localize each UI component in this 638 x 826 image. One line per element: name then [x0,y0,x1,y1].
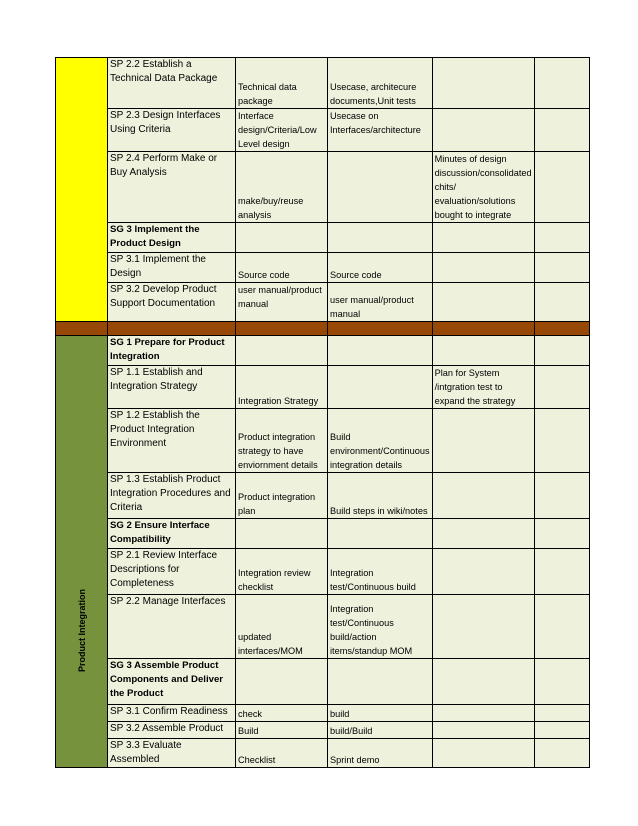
evidence-cell [328,659,433,705]
area-cell-product-integration [56,336,108,768]
separator-cell [328,322,433,336]
goal-cell: SG 3 Implement the Product Design [108,223,236,253]
practice-cell: SP 2.2 Establish a Technical Data Package [108,58,236,109]
notes-cell [432,223,534,253]
table-row [56,595,590,659]
table-row [56,283,590,322]
artifact-cell [236,336,328,366]
artifact-cell: make/buy/reuse analysis [236,152,328,223]
evidence-cell: Sprint demo [328,739,433,768]
notes-cell [432,473,534,519]
notes-cell [432,659,534,705]
section-separator [56,322,590,336]
notes-cell [432,705,534,722]
empty-cell [534,722,589,739]
empty-cell [534,739,589,768]
table-row [56,739,590,768]
artifact-cell: Source code [236,253,328,283]
empty-cell [534,283,589,322]
goal-cell: SG 3 Assemble Product Components and Deliver the Product [108,659,236,705]
evidence-cell: user manual/product manual [328,283,433,322]
empty-cell [534,519,589,549]
empty-cell [534,109,589,152]
artifact-cell: Interface design/Criteria/Low Level design [236,109,328,152]
empty-cell [534,705,589,722]
process-area-table [55,57,590,768]
table-row [56,152,590,223]
area-label: Product Integration [76,589,87,672]
practice-cell: SP 3.3 Evaluate Assembled [108,739,236,768]
empty-cell [534,659,589,705]
notes-cell [432,253,534,283]
table-row [56,705,590,722]
table-row [56,519,590,549]
practice-cell: SP 2.4 Perform Make or Buy Analysis [108,152,236,223]
artifact-cell: updated interfaces/MOM [236,595,328,659]
empty-cell [534,595,589,659]
artifact-cell: Checklist [236,739,328,768]
notes-cell [432,739,534,768]
evidence-cell [328,152,433,223]
separator-cell [236,322,328,336]
evidence-cell [328,223,433,253]
practice-cell: SP 2.2 Manage Interfaces [108,595,236,659]
evidence-cell: build [328,705,433,722]
artifact-cell: Product integration strategy to have enviornment details [236,409,328,473]
table-row [56,366,590,409]
empty-cell [534,223,589,253]
notes-cell [432,595,534,659]
artifact-cell [236,659,328,705]
evidence-cell [328,366,433,409]
goal-cell: SG 2 Ensure Interface Compatibility [108,519,236,549]
table-row [56,549,590,595]
artifact-cell [236,519,328,549]
artifact-cell: Integration Strategy [236,366,328,409]
separator-cell [108,322,236,336]
practice-cell: SP 3.1 Confirm Readiness [108,705,236,722]
table-row [56,473,590,519]
notes-cell: Plan for System /intgration test to expand the strategy [432,366,534,409]
table-row [56,336,590,366]
table-row [56,253,590,283]
empty-cell [534,253,589,283]
evidence-cell: Source code [328,253,433,283]
notes-cell [432,722,534,739]
empty-cell [534,549,589,595]
notes-cell: Minutes of design discussion/consolidated chits/ evaluation/solutions bought to integrate [432,152,534,223]
table-row [56,109,590,152]
empty-cell [534,152,589,223]
artifact-cell: check [236,705,328,722]
empty-cell [534,336,589,366]
notes-cell [432,58,534,109]
table-row [56,223,590,253]
evidence-cell: Usecase on Interfaces/architecture [328,109,433,152]
notes-cell [432,336,534,366]
artifact-cell: Product integration plan [236,473,328,519]
practice-cell: SP 2.3 Design Interfaces Using Criteria [108,109,236,152]
empty-cell [534,58,589,109]
notes-cell [432,549,534,595]
evidence-cell: Integration test/Continuous build [328,549,433,595]
separator-cell [534,322,589,336]
table-row [56,722,590,739]
practice-cell: SP 3.2 Assemble Product [108,722,236,739]
table-row [56,659,590,705]
practice-cell: SP 2.1 Review Interface Descriptions for Completeness [108,549,236,595]
artifact-cell [236,223,328,253]
empty-cell [534,366,589,409]
artifact-cell: Build [236,722,328,739]
practice-cell: SP 1.1 Establish and Integration Strategy [108,366,236,409]
notes-cell [432,109,534,152]
evidence-cell: Integration test/Continuous build/action items/standup MOM [328,595,433,659]
evidence-cell [328,519,433,549]
goal-cell: SG 1 Prepare for Product Integration [108,336,236,366]
artifact-cell: Technical data package [236,58,328,109]
table-row [56,58,590,109]
artifact-cell: Integration review checklist [236,549,328,595]
evidence-cell: Build steps in wiki/notes [328,473,433,519]
artifact-cell: user manual/product manual [236,283,328,322]
practice-cell: SP 1.3 Establish Product Integration Procedures and Criteria [108,473,236,519]
evidence-cell: Build environment/Continuous integration details [328,409,433,473]
evidence-cell [328,336,433,366]
practice-cell: SP 1.2 Establish the Product Integration Environment [108,409,236,473]
empty-cell [534,473,589,519]
notes-cell [432,409,534,473]
notes-cell [432,519,534,549]
practice-cell: SP 3.2 Develop Product Support Documentation [108,283,236,322]
practice-cell: SP 3.1 Implement the Design [108,253,236,283]
separator-cell [56,322,108,336]
empty-cell [534,409,589,473]
evidence-cell: build/Build [328,722,433,739]
separator-cell [432,322,534,336]
table-row [56,409,590,473]
area-cell-yellow [56,58,108,322]
evidence-cell: Usecase, architecure documents,Unit tests [328,58,433,109]
notes-cell [432,283,534,322]
